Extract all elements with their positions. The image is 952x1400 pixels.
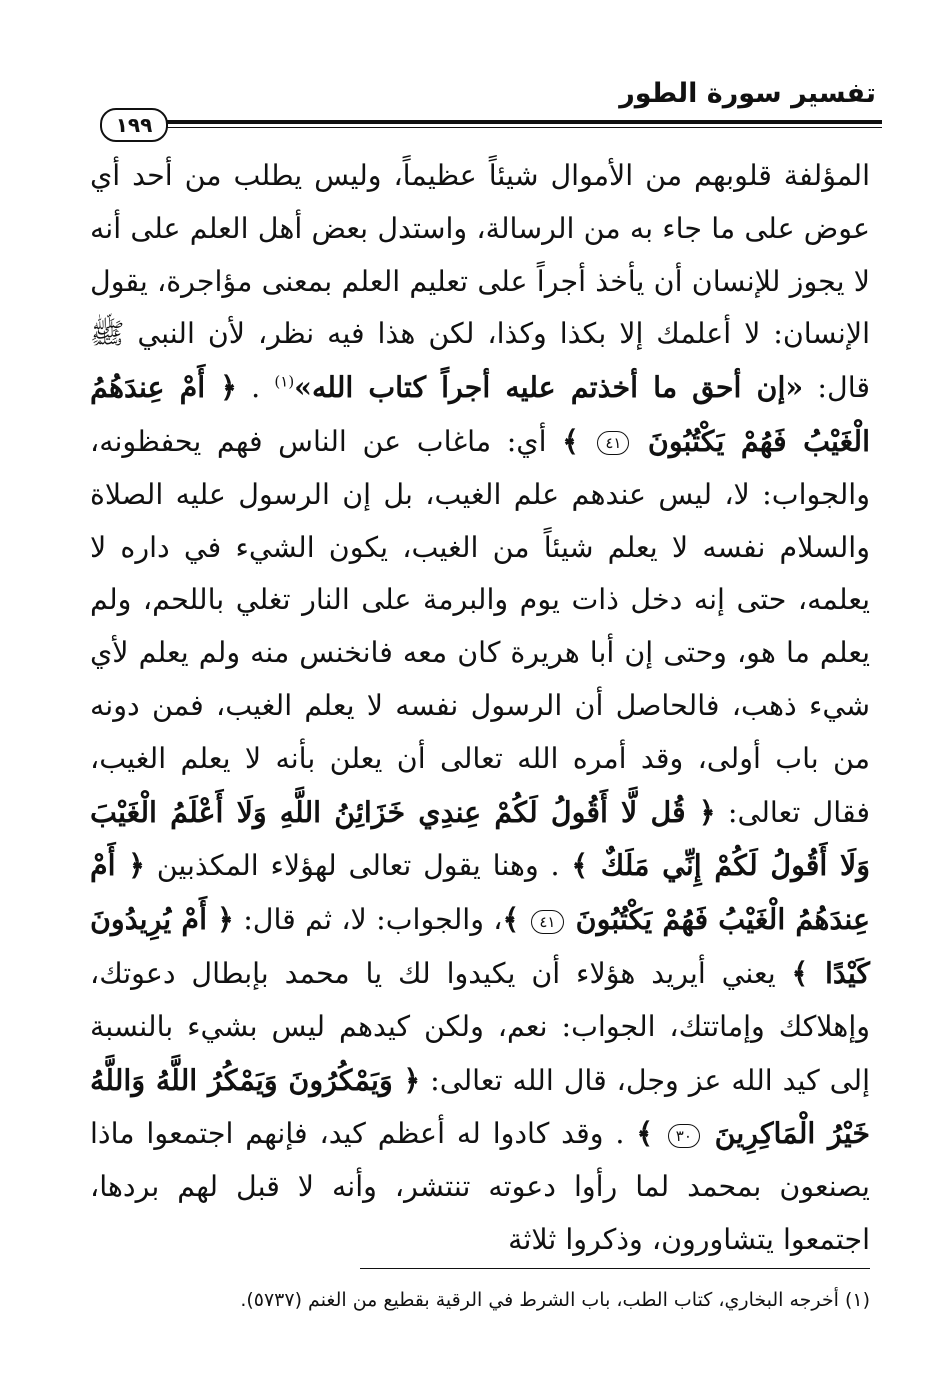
- footnote-divider: [360, 1268, 870, 1269]
- header-rule: [162, 120, 882, 124]
- text-segment: المؤلفة قلوبهم من الأموال شيئاً عظيماً، وليس يطلب من أحد أي عوض على ما جاء به من الرسالة، واستدل بعض أهل العلم على أنه لا يجوز للإنسان أن يأخذ أجراً على تعليم العلم بمعنى مؤاجرة، يقول الإنسان: لا أعلمك إلا بكذا وكذا، لكن هذا فيه نظر، لأن النبي ﷺ قال:: [90, 159, 870, 405]
- footnote: (١) أخرجه البخاري، كتاب الطب، باب الشرط في الرقية بقطيع من الغنم (٥٧٣٧).: [240, 1289, 870, 1311]
- page-number-badge: ١٩٩: [100, 108, 168, 142]
- quran-verse: ﴿ أَمْ يُرِيدُونَ كَيْدًا ﴾: [90, 902, 870, 990]
- quran-bracket: ﴾: [636, 1116, 666, 1151]
- text-segment: ، والجواب: لا، ثم قال:: [233, 903, 503, 937]
- quran-bracket: ﴾: [562, 423, 596, 458]
- header-rule-thin: [162, 127, 882, 128]
- quran-verse-text: ﴿ أَمْ عِندَهُمُ الْغَيْبُ فَهُمْ يَكْتُبُونَ: [90, 370, 870, 458]
- footnote-reference: (١): [274, 372, 295, 391]
- text-segment: .: [236, 371, 275, 405]
- text-segment: أي: ماغاب عن الناس فهم يحفظونه، والجواب: لا، ليس عندهم علم الغيب، بل إن الرسول عليه الصلاة والسلام نفسه لا يعلم شيئاً من الغيب، يكون الشيء في داره لا يعلمه، حتى إنه دخل ذات يوم والبرمة على النار تغلي باللحم، ولم يعلم ما هو، وحتى إن أبا هريرة كان معه فانخنس منه ولم يعلم لأي شيء ذهب، فالحاصل أن الرسول نفسه لا يعلم الغيب، فمن دونه من باب أولى، وقد أمره الله تعالى أن يعلن بأنه لا يعلم الغيب، فقال تعالى:: [90, 424, 870, 829]
- body-text: [90, 150, 870, 1267]
- text-segment: . وهنا يقول تعالى لهؤلاء المكذبين: [144, 849, 572, 883]
- quran-verse: ﴿ قُل لَّا أَقُولُ لَكُمْ عِندِي خَزَائِنُ اللَّهِ وَلَا أَعْلَمُ الْغَيْبَ وَلَا أَقُولُ لَكُمْ إِنِّي مَلَكٌ ﴾: [90, 794, 871, 883]
- text-segment: . وقد كادوا له أعظم كيد، فإنهم اجتمعوا ماذا يصنعون بمحمد لما رأوا دعوته تنتشر، وأنه لا قبل لهم بردها، اجتمعوا يتشاورون، وذكروا ثلاثة: [90, 1117, 870, 1256]
- ayah-number-marker: ٤١: [531, 910, 563, 934]
- ayah-number-marker: ٤١: [597, 431, 629, 455]
- running-title: تفسير سورة الطور: [619, 78, 876, 109]
- page-header: [90, 78, 882, 148]
- ayah-number-marker: ٣٠: [668, 1124, 700, 1148]
- text-segment: يعني أيريد هؤلاء أن يكيدوا لك يا محمد بإبطال دعوتك، وإهلاكك وإماتتك، الجواب: نعم، ولكن كيدهم ليس بشيء بالنسبة إلى كيد الله عز وجل، قال الله تعالى:: [90, 956, 871, 1097]
- quran-verse-text: ﴿ أَمْ عِندَهُمُ الْغَيْبُ فَهُمْ يَكْتُبُونَ: [90, 848, 870, 937]
- main-paragraph: [90, 150, 870, 1267]
- hadith-quote: «إن أحق ما أخذتم عليه أجراً كتاب الله»: [294, 370, 804, 405]
- quran-verse-text: ﴿ وَيَمْكُرُونَ وَيَمْكُرُ اللَّهُ وَاللَّهُ خَيْرُ الْمَاكِرِينَ: [90, 1062, 870, 1151]
- quran-bracket: ﴾: [502, 902, 530, 937]
